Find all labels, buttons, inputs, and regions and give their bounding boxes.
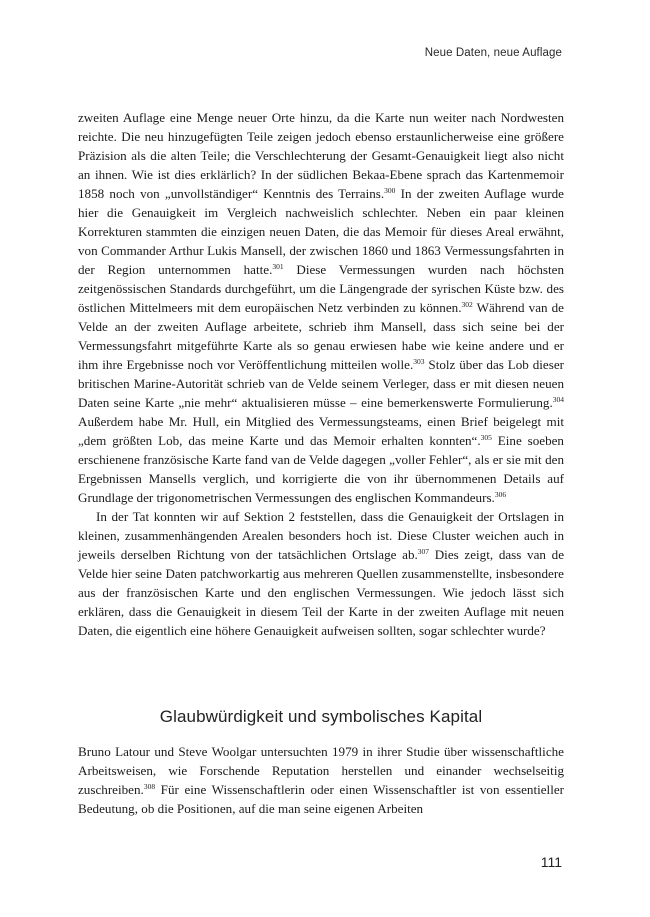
footnote-marker: 304 [552,395,564,404]
footnote-marker: 300 [384,186,396,195]
main-text-block [78,108,564,640]
footnote-marker: 303 [413,357,425,366]
section-heading: Glaubwürdigkeit und symbolisches Kapital [159,707,483,726]
footnote-marker: 301 [272,262,284,271]
paragraph: Bruno Latour und Steve Woolgar untersuchten 1979 in ihrer Studie über wissenschaftliche Arbeitsweisen, wie Forschende Reputation herstellen und einander wechselseitig zuschreiben.$^{308}$ Für eine Wissenschaftlerin oder einen Wissenschaftler ist von essentieller Bedeutung, ob die Positionen, auf die man seine eigenen Arbeiten [78,744,564,816]
footnote-marker: 302 [461,300,473,309]
page-number: 111 [540,854,562,870]
running-head: Neue Daten, neue Auflage [424,47,562,59]
paragraph: zweiten Auflage eine Menge neuer Orte hinzu, da die Karte nun weiter nach Nordwesten reichte. Die neu hinzugefügten Teile zeigen jedoch ebenso erstaunlicherweise eine größere Präzision als die alten Teile; die Verschlechterung der Gesamt-Genauigkeit liegt also nicht an ihnen. Wie ist dies erklärlich? In der südlichen Bekaa-Ebene sprach das Kartenmemoir 1858 noch von „unvollständiger“ Kenntnis des Terrains.$^{300}$ In der zweiten Auflage wurde hier die Genauigkeit im Vergleich nachweislich schlechter. Neben ein paar kleinen Korrekturen stammten die einzigen neuen Daten, die das Memoir für dieses Areal erwähnt, von Commander Arthur Lukis Mansell, der zwischen 1860 und 1863 Vermessungsfahrten in der Region unternommen hatte.$^{301}$ Diese Vermessungen wurden nach höchsten zeitgenössischen Standards durchgeführt, um die Längengrade der syrischen Küste bzw. des östlichen Mittelmeers mit dem europäischen Netz verbinden zu können.$^{302}$ Während van de Velde an der zweiten Auflage arbeitete, schrieb ihm Mansell, dass sich seine bei der Vermessungsfahrt mitgeführte Karte als so genau erwiesen habe wie keine andere und er ihm ihre Ergebnisse noch vor Veröffentlichung mitteilen wolle.$^{303}$ Stolz über das Lob dieser britischen Marine-Autorität schrieb van de Velde seinem Verleger, dass er mit diesen neuen Daten seine Karte „nie mehr“ aktualisieren müsse – eine bemerkenswerte Formulierung.$^{304}$ Außerdem habe Mr. Hull, ein Mitglied des Vermessungsteams, einen Brief beigelegt mit „dem größten Lob, das meine Karte und das Memoir erhalten konnten“.$^{305}$ Eine soeben erschienene französische Karte fand van de Velde dagegen „voller Fehler“, als er sie mit den Ergebnissen Mansells verglich, und korrigierte die von ihr übernommenen Details auf Grundlage der trigonometrischen Vermessungen des englischen Kommandeurs.$^{306}$ [78,110,565,505]
footnote-marker: 308 [143,782,156,791]
footnote-marker: 307 [417,547,430,556]
section-text-block [78,742,564,818]
footnote-marker: 305 [480,433,492,442]
paragraph: In der Tat konnten wir auf Sektion 2 feststellen, dass die Genauigkeit der Ortslagen in kleinen, zusammenhängenden Arealen besonders hoch ist. Diese Cluster weichen auch in jeweils derselben Richtung von der tatsächlichen Ortslage ab.$^{307}$ Dies zeigt, dass van de Velde hier seine Daten patchworkartig aus mehreren Quellen zusammenstellte, insbesondere aus der französischen Karte und den englischen Vermessungen. Wie jedoch lässt sich erklären, dass die Genauigkeit in diesem Teil der Karte in der zweiten Auflage mit neuen Daten, die eigentlich eine höhere Genauigkeit aufweisen sollten, sogar schlechter wurde? [78,509,565,638]
footnote-marker: 306 [494,490,507,499]
